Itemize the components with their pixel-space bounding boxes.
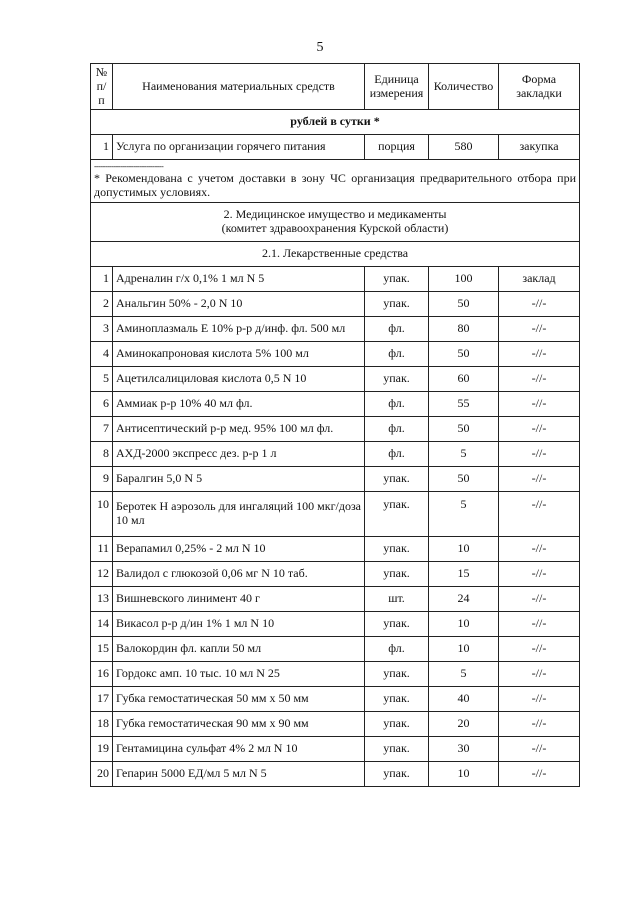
drug-qty: 40 (429, 686, 499, 711)
footnote-text: * Рекомендована с учетом доставки в зону ЧС организация предварительного отбора при допустимых условиях. (94, 171, 576, 200)
drug-row (91, 611, 580, 636)
drug-num: 6 (91, 391, 113, 416)
drug-form: -//- (499, 611, 580, 636)
drug-num: 11 (91, 536, 113, 561)
drug-qty: 30 (429, 736, 499, 761)
drug-name: Анальгин 50% - 2,0 N 10 (113, 291, 365, 316)
rub-section-row (91, 110, 580, 135)
footnote-row (91, 160, 580, 203)
drug-num: 19 (91, 736, 113, 761)
service-row (91, 135, 580, 160)
service-name: Услуга по организации горячего питания (113, 135, 365, 160)
service-qty: 580 (429, 135, 499, 160)
drug-qty: 20 (429, 711, 499, 736)
drug-row (91, 341, 580, 366)
drug-form: -//- (499, 536, 580, 561)
drug-row (91, 316, 580, 341)
drug-form: -//- (499, 686, 580, 711)
medical-section-row (91, 202, 580, 241)
drug-unit: упак. (365, 561, 429, 586)
header-qty: Количество (429, 64, 499, 110)
drug-unit: фл. (365, 316, 429, 341)
drug-name: Викасол р-р д/ин 1% 1 мл N 10 (113, 611, 365, 636)
drug-num: 8 (91, 441, 113, 466)
drug-form: -//- (499, 736, 580, 761)
drug-name: Аминокапроновая кислота 5% 100 мл (113, 341, 365, 366)
drug-unit: фл. (365, 636, 429, 661)
header-name: Наименования материальных средств (113, 64, 365, 110)
drug-unit: фл. (365, 441, 429, 466)
materials-table (90, 63, 580, 787)
service-unit: порция (365, 135, 429, 160)
drug-row (91, 491, 580, 536)
header-unit: Единица измерения (365, 64, 429, 110)
drug-name: Ацетилсалициловая кислота 0,5 N 10 (113, 366, 365, 391)
drug-num: 5 (91, 366, 113, 391)
drug-row (91, 636, 580, 661)
drug-name: АХД-2000 экспресс дез. р-р 1 л (113, 441, 365, 466)
medical-section-cell (91, 202, 580, 241)
footnote-cell (91, 160, 580, 203)
drug-qty: 50 (429, 341, 499, 366)
drug-name: Баралгин 5,0 N 5 (113, 466, 365, 491)
drug-num: 16 (91, 661, 113, 686)
drug-row (91, 536, 580, 561)
drug-num: 15 (91, 636, 113, 661)
drug-unit: упак. (365, 491, 429, 536)
drug-num: 17 (91, 686, 113, 711)
drug-num: 18 (91, 711, 113, 736)
drug-name: Валокордин фл. капли 50 мл (113, 636, 365, 661)
drug-qty: 10 (429, 536, 499, 561)
drug-name: Гепарин 5000 ЕД/мл 5 мл N 5 (113, 761, 365, 786)
drug-row (91, 761, 580, 786)
drug-unit: фл. (365, 391, 429, 416)
drug-qty: 5 (429, 441, 499, 466)
drug-unit: упак. (365, 366, 429, 391)
drug-name: Вишневского линимент 40 г (113, 586, 365, 611)
medical-section-title: 2. Медицинское имущество и медикаменты (223, 207, 447, 222)
drug-name: Верапамил 0,25% - 2 мл N 10 (113, 536, 365, 561)
drug-form: -//- (499, 661, 580, 686)
drug-unit: фл. (365, 341, 429, 366)
drug-row (91, 366, 580, 391)
drug-unit: упак. (365, 536, 429, 561)
header-form: Форма закладки (499, 64, 580, 110)
drug-num: 10 (91, 491, 113, 536)
drug-num: 14 (91, 611, 113, 636)
drug-qty: 24 (429, 586, 499, 611)
drug-row (91, 586, 580, 611)
drug-form: -//- (499, 586, 580, 611)
drug-num: 4 (91, 341, 113, 366)
drug-qty: 10 (429, 636, 499, 661)
drug-name: Беротек Н аэрозоль для ингаляций 100 мкг/доза 10 мл (113, 491, 365, 536)
drug-row (91, 711, 580, 736)
drug-form: -//- (499, 491, 580, 536)
medical-section-subtitle: (комитет здравоохранения Курской области) (221, 220, 449, 235)
drug-qty: 10 (429, 611, 499, 636)
drug-name: Аммиак р-р 10% 40 мл фл. (113, 391, 365, 416)
drug-unit: упак. (365, 686, 429, 711)
drug-num: 9 (91, 466, 113, 491)
drug-form: -//- (499, 391, 580, 416)
drug-unit: упак. (365, 266, 429, 291)
drug-qty: 55 (429, 391, 499, 416)
drug-qty: 50 (429, 416, 499, 441)
drug-row (91, 561, 580, 586)
drug-row (91, 441, 580, 466)
drug-qty: 5 (429, 661, 499, 686)
drug-unit: упак. (365, 761, 429, 786)
drug-form: -//- (499, 416, 580, 441)
drug-unit: упак. (365, 291, 429, 316)
drug-name: Губка гемостатическая 50 мм х 50 мм (113, 686, 365, 711)
drug-row (91, 416, 580, 441)
service-num: 1 (91, 135, 113, 160)
drug-num: 7 (91, 416, 113, 441)
drug-form: -//- (499, 561, 580, 586)
rub-section-label: рублей в сутки * (91, 110, 580, 135)
drug-form: -//- (499, 316, 580, 341)
table-header-row (91, 64, 580, 110)
drug-num: 2 (91, 291, 113, 316)
page-number: 5 (316, 40, 324, 55)
drug-name: Валидол с глюкозой 0,06 мг N 10 таб. (113, 561, 365, 586)
drug-form: -//- (499, 711, 580, 736)
drug-num: 20 (91, 761, 113, 786)
drug-form: -//- (499, 366, 580, 391)
drug-num: 3 (91, 316, 113, 341)
drug-row (91, 736, 580, 761)
drug-row (91, 661, 580, 686)
drug-name: Антисептический р-р мед. 95% 100 мл фл. (113, 416, 365, 441)
drug-name: Аминоплазмаль Е 10% р-р д/инф. фл. 500 мл (113, 316, 365, 341)
drugs-section-label: 2.1. Лекарственные средства (91, 241, 580, 266)
drug-form: -//- (499, 441, 580, 466)
drug-row (91, 291, 580, 316)
drug-name: Адреналин г/х 0,1% 1 мл N 5 (113, 266, 365, 291)
drug-unit: упак. (365, 661, 429, 686)
drug-row (91, 466, 580, 491)
drug-form: -//- (499, 291, 580, 316)
drug-qty: 50 (429, 466, 499, 491)
drug-name: Гордокс амп. 10 тыс. 10 мл N 25 (113, 661, 365, 686)
drug-unit: упак. (365, 611, 429, 636)
drug-qty: 5 (429, 491, 499, 536)
header-num: № п/п (91, 64, 113, 110)
drug-qty: 50 (429, 291, 499, 316)
drug-row (91, 391, 580, 416)
drug-qty: 60 (429, 366, 499, 391)
drug-name: Гентамицина сульфат 4% 2 мл N 10 (113, 736, 365, 761)
drug-row (91, 686, 580, 711)
drug-qty: 100 (429, 266, 499, 291)
drug-form: -//- (499, 466, 580, 491)
footnote-separator: -------------------------------- (94, 162, 164, 172)
drug-form: -//- (499, 636, 580, 661)
drug-num: 1 (91, 266, 113, 291)
drug-qty: 15 (429, 561, 499, 586)
drug-num: 12 (91, 561, 113, 586)
drug-unit: упак. (365, 466, 429, 491)
drug-unit: шт. (365, 586, 429, 611)
drug-unit: фл. (365, 416, 429, 441)
service-form: закупка (499, 135, 580, 160)
drug-num: 13 (91, 586, 113, 611)
drug-row (91, 266, 580, 291)
drug-name: Губка гемостатическая 90 мм х 90 мм (113, 711, 365, 736)
drug-qty: 10 (429, 761, 499, 786)
drug-form: заклад (499, 266, 580, 291)
drug-form: -//- (499, 761, 580, 786)
drugs-section-row (91, 241, 580, 266)
drug-form: -//- (499, 341, 580, 366)
drug-qty: 80 (429, 316, 499, 341)
drug-unit: упак. (365, 736, 429, 761)
drug-unit: упак. (365, 711, 429, 736)
